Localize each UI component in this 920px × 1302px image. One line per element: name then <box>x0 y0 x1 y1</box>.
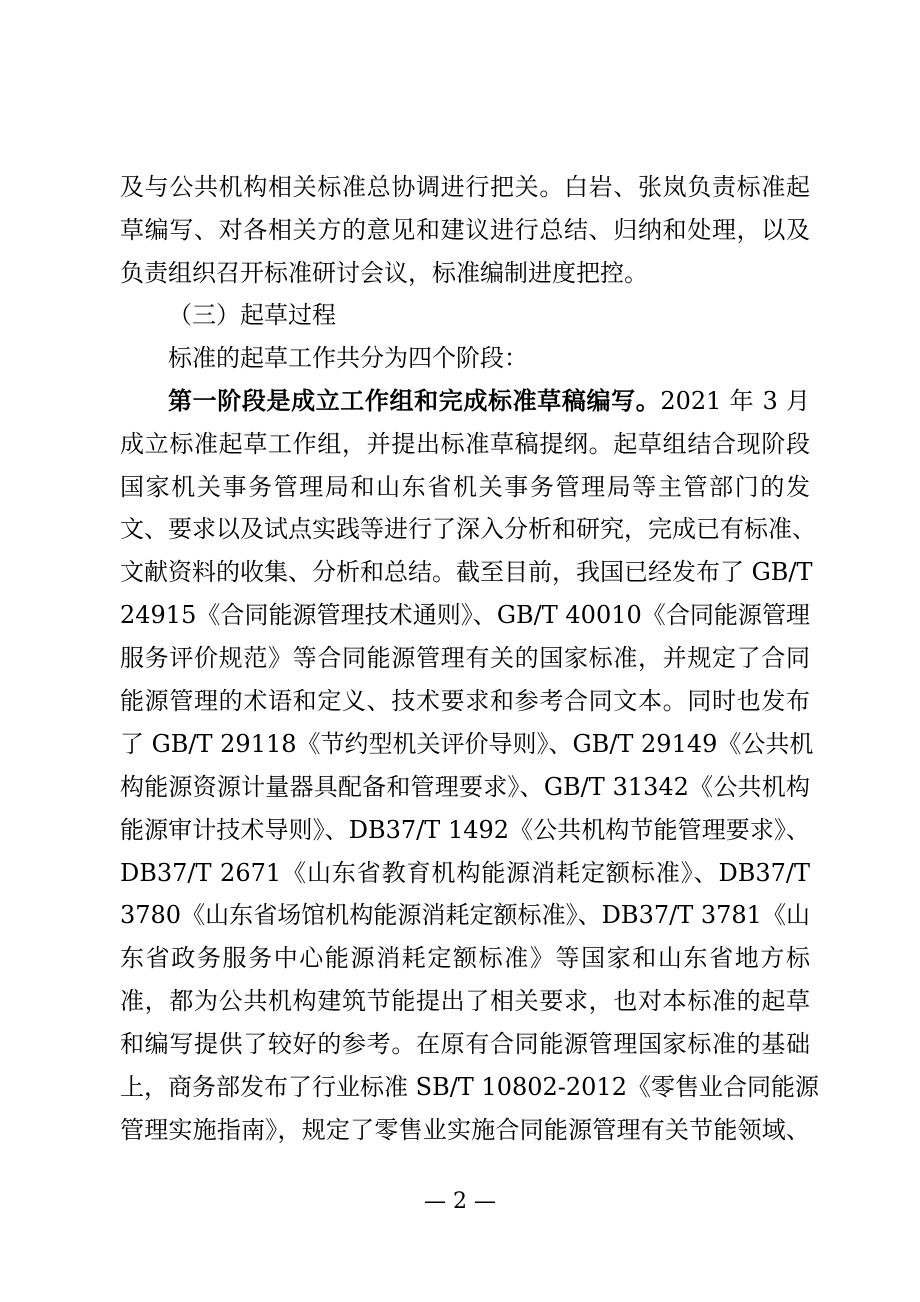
body-text-line: 上，商务部发布了行业标准 SB/T 10802-2012《零售业合同能源 <box>120 1073 819 1101</box>
body-text-line: 及与公共机构相关标准总协调进行把关。白岩、张岚负责标准起 <box>120 173 810 201</box>
stage-one-date: 2021 年 3 月 <box>660 387 811 415</box>
stage-one-title: 第一阶段是成立工作组和完成标准草稿编写。 <box>168 386 661 415</box>
body-text-line: 构能源资源计量器具配备和管理要求》、GB/T 31342《公共机构 <box>120 773 810 801</box>
page-number: — 2 — <box>424 1189 496 1214</box>
body-text-line: 能源审计技术导则》、DB37/T 1492《公共机构节能管理要求》、 <box>120 816 810 844</box>
body-text-line: 服务评价规范》等合同能源管理有关的国家标准，并规定了合同 <box>120 644 810 672</box>
body-text-line: 准，都为公共机构建筑节能提出了相关要求，也对本标准的起草 <box>120 987 810 1015</box>
body-text-line: 和编写提供了较好的参考。在原有合同能源管理国家标准的基础 <box>120 1030 810 1058</box>
body-text-line: 能源管理的术语和定义、技术要求和参考合同文本。同时也发布 <box>120 687 810 715</box>
body-text-line: 文献资料的收集、分析和总结。截至目前，我国已经发布了 GB/T <box>120 558 813 586</box>
body-text-line: 负责组织召开标准研讨会议，标准编制进度把控。 <box>120 259 648 287</box>
body-text-line: DB37/T 2671《山东省教育机构能源消耗定额标准》、DB37/T <box>120 859 810 887</box>
body-text-line: 管理实施指南》，规定了零售业实施合同能源管理有关节能领域、 <box>120 1116 810 1144</box>
body-text-line: 了 GB/T 29118《节约型机关评价导则》、GB/T 29149《公共机 <box>120 730 814 758</box>
body-text-line: 标准的起草工作共分为四个阶段： <box>168 344 528 372</box>
body-text-line: 草编写、对各相关方的意见和建议进行总结、归纳和处理，以及 <box>120 216 810 244</box>
body-text-line: 24915《合同能源管理技术通则》、GB/T 40010《合同能源管理 <box>120 601 810 629</box>
body-text-line: 国家机关事务管理局和山东省机关事务管理局等主管部门的发 <box>120 473 810 501</box>
stage-one-first-line <box>168 386 810 416</box>
body-text-line: 3780《山东省场馆机构能源消耗定额标准》、DB37/T 3781《山 <box>120 901 810 929</box>
body-text-line: 成立标准起草工作组，并提出标准草稿提纲。起草组结合现阶段 <box>120 430 810 458</box>
body-text-line: 东省政务服务中心能源消耗定额标准》等国家和山东省地方标 <box>120 944 810 972</box>
section-heading: （三）起草过程 <box>168 301 336 329</box>
body-text-line: 文、要求以及试点实践等进行了深入分析和研究，完成已有标准、 <box>120 515 816 543</box>
